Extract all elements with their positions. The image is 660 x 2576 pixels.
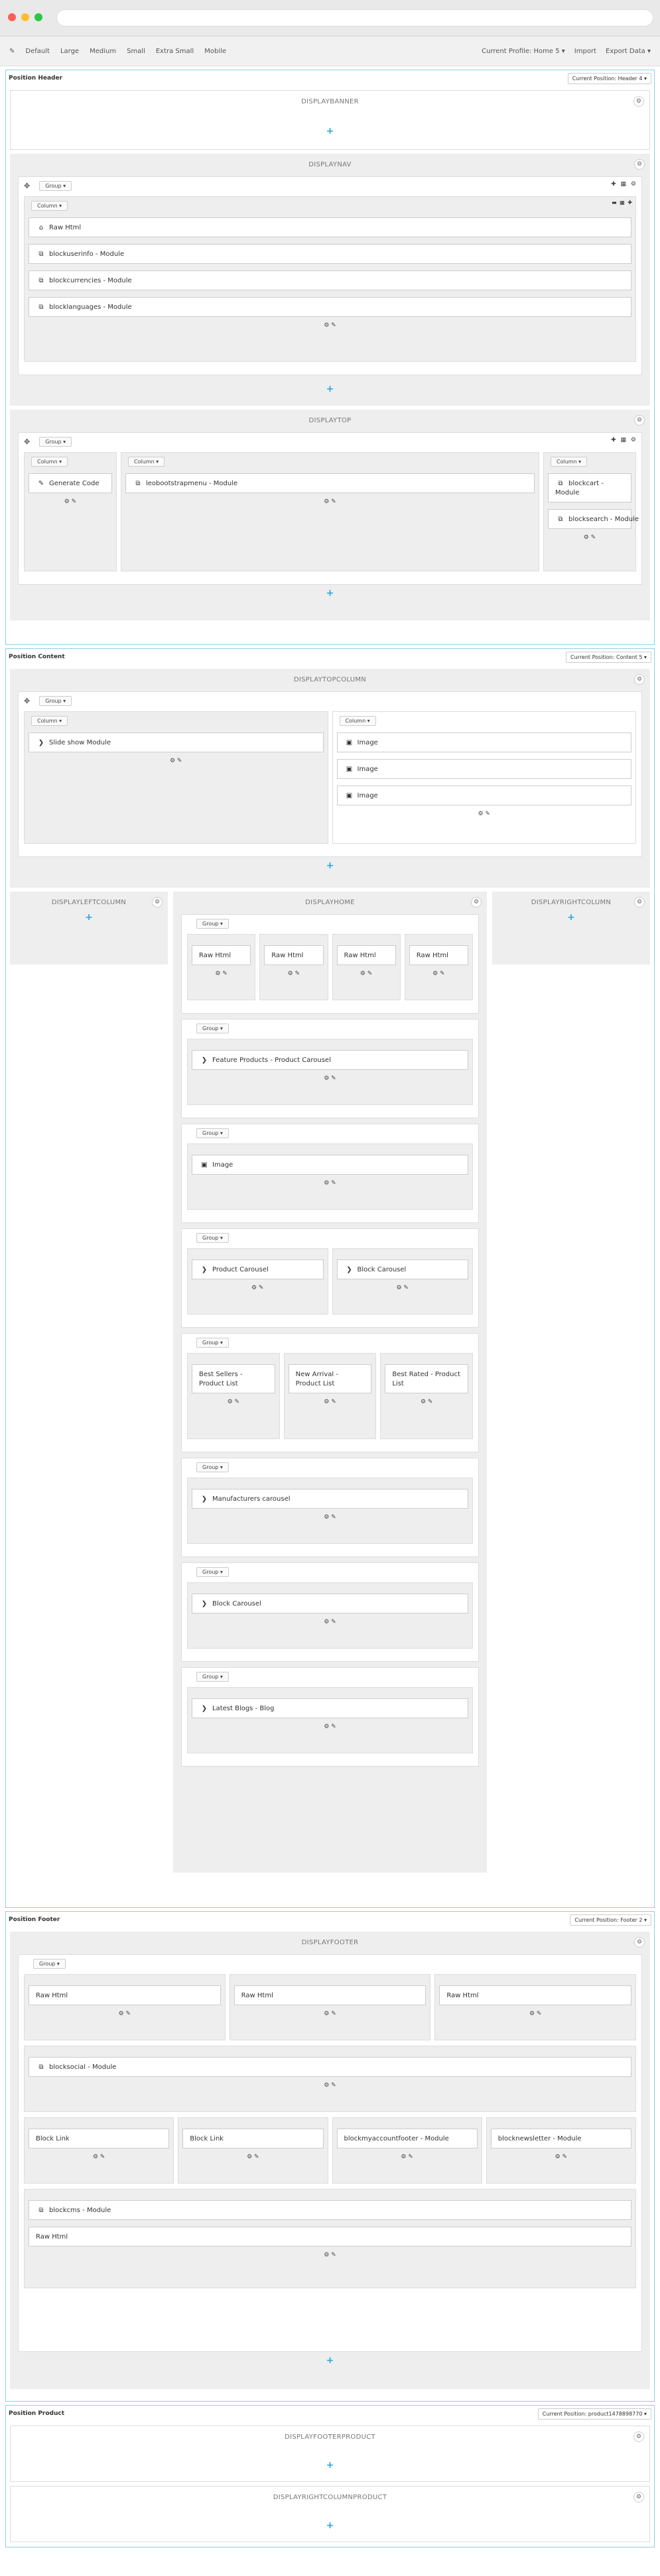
- group-tools[interactable]: ✚ ▦ ⚙: [611, 181, 637, 188]
- widget[interactable]: ⧉ blockcart - Module: [548, 473, 631, 502]
- gear-icon[interactable]: ⚙: [634, 897, 645, 907]
- group-dropdown[interactable]: Group ▾: [39, 181, 72, 191]
- group: Group ▾ ❯ Latest Blogs - Blog ⚙ ✎: [181, 1667, 479, 1767]
- group: Group ▾ ❯ Block Carousel ⚙ ✎: [181, 1562, 479, 1662]
- add-icon[interactable]: +: [326, 126, 334, 137]
- hook-title: DISPLAYBANNER: [301, 98, 359, 105]
- column: Raw Html ⚙ ✎: [405, 934, 473, 1000]
- gear-icon[interactable]: ⚙: [634, 415, 645, 426]
- export-button[interactable]: Export Data ▾: [606, 47, 651, 55]
- position-title: Position Product: [9, 2410, 65, 2417]
- code-icon: ⌂: [38, 224, 44, 231]
- hook-title: DISPLAYNAV: [308, 161, 352, 168]
- widget[interactable]: ⌂ Raw Html: [29, 217, 631, 237]
- add-icon[interactable]: +: [326, 860, 334, 871]
- move-icon[interactable]: ✥: [24, 181, 31, 190]
- device-medium[interactable]: Medium: [90, 47, 117, 55]
- edit-icons[interactable]: ⚙ ✎: [170, 758, 182, 764]
- column-dropdown[interactable]: Column ▾: [31, 457, 68, 467]
- widget[interactable]: ⧉ blocksearch - Module: [548, 509, 631, 529]
- widget[interactable]: Block Link: [182, 2129, 323, 2148]
- widget[interactable]: New Arrival - Product List: [289, 1364, 372, 1393]
- module-icon: ⧉: [38, 251, 44, 258]
- hook-title: DISPLAYFOOTER: [301, 1939, 359, 1946]
- column: Raw Html ⚙ ✎: [332, 934, 401, 1000]
- gear-icon[interactable]: ⚙: [633, 2431, 644, 2442]
- group: [18, 176, 642, 375]
- position-title: Position Footer: [9, 1916, 60, 1923]
- address-bar[interactable]: [56, 9, 653, 27]
- group: [18, 691, 642, 857]
- group: [18, 432, 642, 585]
- edit-icons[interactable]: ⚙ ✎: [324, 322, 336, 329]
- group: Group ▾ ❯ Manufacturers carousel ⚙ ✎: [181, 1458, 479, 1557]
- widget[interactable]: Best Sellers - Product List: [192, 1364, 275, 1393]
- column: Raw Html ⚙ ✎: [259, 934, 328, 1000]
- hook-displaytop: [10, 410, 650, 620]
- column: [24, 711, 328, 844]
- device-small[interactable]: Small: [127, 47, 145, 55]
- device-large[interactable]: Large: [60, 47, 80, 55]
- column: [121, 452, 539, 571]
- widget[interactable]: blocknewsletter - Module: [491, 2129, 631, 2148]
- import-button[interactable]: Import: [574, 47, 596, 55]
- close-window-icon[interactable]: [8, 13, 16, 21]
- widget[interactable]: ▣ Image: [337, 732, 632, 752]
- edit-icons[interactable]: ⚙ ✎: [478, 811, 490, 817]
- profile-select[interactable]: Current Profile: Home 5 ▾: [482, 47, 565, 55]
- widget[interactable]: ❯ Slide show Module: [29, 732, 324, 752]
- position-title: Position Header: [9, 75, 63, 82]
- widget[interactable]: ▣ Image: [337, 759, 632, 779]
- position-product: [5, 2405, 655, 2547]
- maximize-window-icon[interactable]: [34, 13, 42, 21]
- builder-toolbar: [0, 36, 660, 66]
- widget[interactable]: ✎ Generate Code: [29, 473, 112, 493]
- widget[interactable]: ❯ Block Carousel: [337, 1259, 469, 1279]
- position-footer: [5, 1911, 655, 2402]
- position-select[interactable]: Current Position: Content 5 ▾: [566, 652, 651, 663]
- module-icon: ⧉: [38, 277, 44, 284]
- column: [543, 452, 639, 571]
- widget[interactable]: ⧉ blockcurrencies - Module: [29, 270, 631, 290]
- pencil-icon[interactable]: ✎: [9, 47, 15, 55]
- image-icon: ▣: [346, 766, 353, 773]
- hook-displayleftcolumn: [10, 892, 168, 965]
- hook-title: DISPLAYHOME: [305, 899, 355, 906]
- column: Raw Html ⚙ ✎: [187, 934, 255, 1000]
- edit-icons[interactable]: ⚙ ✎: [324, 498, 336, 505]
- hook-displayfooterproduct: [10, 2426, 650, 2482]
- hook-displayfooter: [10, 1932, 650, 2389]
- position-select[interactable]: Current Position: Header 4 ▾: [568, 73, 651, 84]
- add-icon[interactable]: +: [326, 2520, 334, 2531]
- column-dropdown[interactable]: Column ▾: [31, 716, 68, 726]
- device-mobile[interactable]: Mobile: [204, 47, 227, 55]
- position-content: [5, 648, 655, 1908]
- widget[interactable]: ▣ Image: [192, 1155, 468, 1175]
- image-icon: ▣: [346, 739, 353, 746]
- widget[interactable]: Raw Html: [192, 945, 251, 965]
- group: Group ▾ ▣ Image ⚙ ✎: [181, 1124, 479, 1223]
- column-dropdown[interactable]: Column ▾: [31, 201, 68, 211]
- widget[interactable]: ⧉ blockcms - Module: [29, 2200, 631, 2220]
- minimize-window-icon[interactable]: [21, 13, 29, 21]
- hook-title: DISPLAYRIGHTCOLUMNPRODUCT: [273, 2494, 387, 2501]
- widget[interactable]: ❯ Product Carousel: [192, 1259, 324, 1279]
- widget[interactable]: ❯ Latest Blogs - Blog: [192, 1698, 468, 1718]
- add-icon[interactable]: +: [326, 2355, 334, 2366]
- widget[interactable]: ⧉ leobootstrapmenu - Module: [125, 473, 535, 493]
- gear-icon[interactable]: ⚙: [634, 159, 645, 170]
- device-default[interactable]: Default: [25, 47, 50, 55]
- hook-title: DISPLAYRIGHTCOLUMN: [531, 899, 612, 906]
- group: Group ▾ Best Sellers - Product List ⚙ ✎ New Arrival - Product List ⚙ ✎ Best Rated - Product List ⚙ ✎: [181, 1333, 479, 1452]
- hook-displayhome: [173, 892, 487, 1873]
- widget[interactable]: ❯ Feature Products - Product Carousel: [192, 1050, 468, 1070]
- group-dropdown[interactable]: Group ▾: [39, 696, 72, 706]
- widget[interactable]: Raw Html: [234, 1985, 427, 2005]
- position-select[interactable]: Current Position: Footer 2 ▾: [570, 1914, 651, 1926]
- gear-icon[interactable]: ⚙: [471, 897, 482, 907]
- group: Group ▾ ❯ Product Carousel ⚙ ✎ ❯ Block Carousel ⚙ ✎: [181, 1228, 479, 1328]
- group: Group ▾ Raw Html ⚙ ✎ Raw Html ⚙ ✎ Raw Html ⚙ ✎ ⧉ blocksocial - Module ⚙ ✎ Block Link ⚙ ✎ Block Link ⚙ ✎ blockmyaccountfooter - Module ⚙ ✎ blocknewsletter - Module ⚙ ✎ ⧉ blockcms - Module Raw Html ⚙ ✎: [18, 1954, 642, 2352]
- widget[interactable]: ⧉ blockuserinfo - Module: [29, 244, 631, 264]
- hook-displayrightcolumnproduct: [10, 2486, 650, 2542]
- widget[interactable]: ▣ Image: [337, 786, 632, 805]
- column-tools[interactable]: ▬ ▦ ✚: [612, 200, 633, 205]
- group: [181, 914, 479, 1014]
- hook-displaynav: [10, 154, 650, 406]
- add-icon[interactable]: +: [326, 2460, 334, 2471]
- widget[interactable]: ⧉ blocksocial - Module: [29, 2057, 631, 2077]
- widget[interactable]: blockmyaccountfooter - Module: [337, 2129, 478, 2148]
- group-dropdown[interactable]: Group ▾: [196, 919, 229, 929]
- add-icon[interactable]: +: [567, 912, 575, 923]
- widget[interactable]: Raw Html: [337, 945, 396, 965]
- column-dropdown[interactable]: Column ▾: [340, 716, 376, 726]
- widget[interactable]: Raw Html: [29, 1985, 221, 2005]
- add-icon[interactable]: +: [326, 384, 334, 394]
- position-title: Position Content: [9, 654, 65, 660]
- gear-icon[interactable]: ⚙: [633, 96, 644, 107]
- widget[interactable]: Raw Html: [439, 1985, 631, 2005]
- gear-icon[interactable]: ⚙: [634, 674, 645, 685]
- move-icon[interactable]: ✥: [24, 437, 31, 446]
- widget[interactable]: ❯ Manufacturers carousel: [192, 1489, 468, 1509]
- widget[interactable]: ❯ Block Carousel: [192, 1594, 468, 1613]
- column: [332, 711, 637, 844]
- hook-title: DISPLAYLEFTCOLUMN: [51, 899, 127, 906]
- hook-displaytopcolumn: [10, 669, 650, 888]
- add-icon[interactable]: +: [326, 588, 334, 599]
- gear-icon[interactable]: ⚙: [634, 1937, 645, 1948]
- group: Group ▾ ❯ Feature Products - Product Carousel ⚙ ✎: [181, 1019, 479, 1118]
- hook-displaybanner: [10, 90, 650, 150]
- group-dropdown[interactable]: Group ▾: [33, 1959, 66, 1969]
- widget[interactable]: Raw Html: [264, 945, 323, 965]
- column-dropdown[interactable]: Column ▾: [551, 457, 587, 467]
- hook-title: DISPLAYTOP: [308, 417, 352, 424]
- gear-icon[interactable]: ⚙: [633, 2492, 644, 2502]
- edit-icons[interactable]: ⚙ ✎: [64, 498, 77, 505]
- widget[interactable]: ⧉ blocklanguages - Module: [29, 297, 631, 317]
- add-icon[interactable]: +: [85, 912, 93, 923]
- widget[interactable]: Raw Html: [409, 945, 468, 965]
- group-dropdown[interactable]: Group ▾: [39, 437, 72, 447]
- hook-title: DISPLAYFOOTERPRODUCT: [285, 2433, 375, 2441]
- hook-title: DISPLAYTOPCOLUMN: [293, 676, 367, 683]
- column: [24, 196, 636, 362]
- image-icon: ▣: [346, 792, 353, 799]
- move-icon[interactable]: ✥: [24, 696, 31, 705]
- column-dropdown[interactable]: Column ▾: [128, 457, 165, 467]
- edit-icons[interactable]: ⚙ ✎: [583, 534, 596, 541]
- group-tools[interactable]: ✚ ▦ ⚙: [611, 437, 637, 443]
- widget[interactable]: Best Rated - Product List: [385, 1364, 468, 1393]
- widget[interactable]: Block Link: [29, 2129, 169, 2148]
- module-icon: ⧉: [38, 304, 44, 311]
- device-extra-small[interactable]: Extra Small: [155, 47, 194, 55]
- position-select[interactable]: Current Position: product1478898770 ▾: [538, 2408, 651, 2420]
- browser-chrome: [0, 0, 660, 36]
- position-header: [5, 70, 655, 645]
- gear-icon[interactable]: ⚙: [152, 897, 163, 907]
- hook-displayrightcolumn: [492, 892, 650, 965]
- column: [24, 452, 117, 571]
- widget[interactable]: Raw Html: [29, 2227, 631, 2247]
